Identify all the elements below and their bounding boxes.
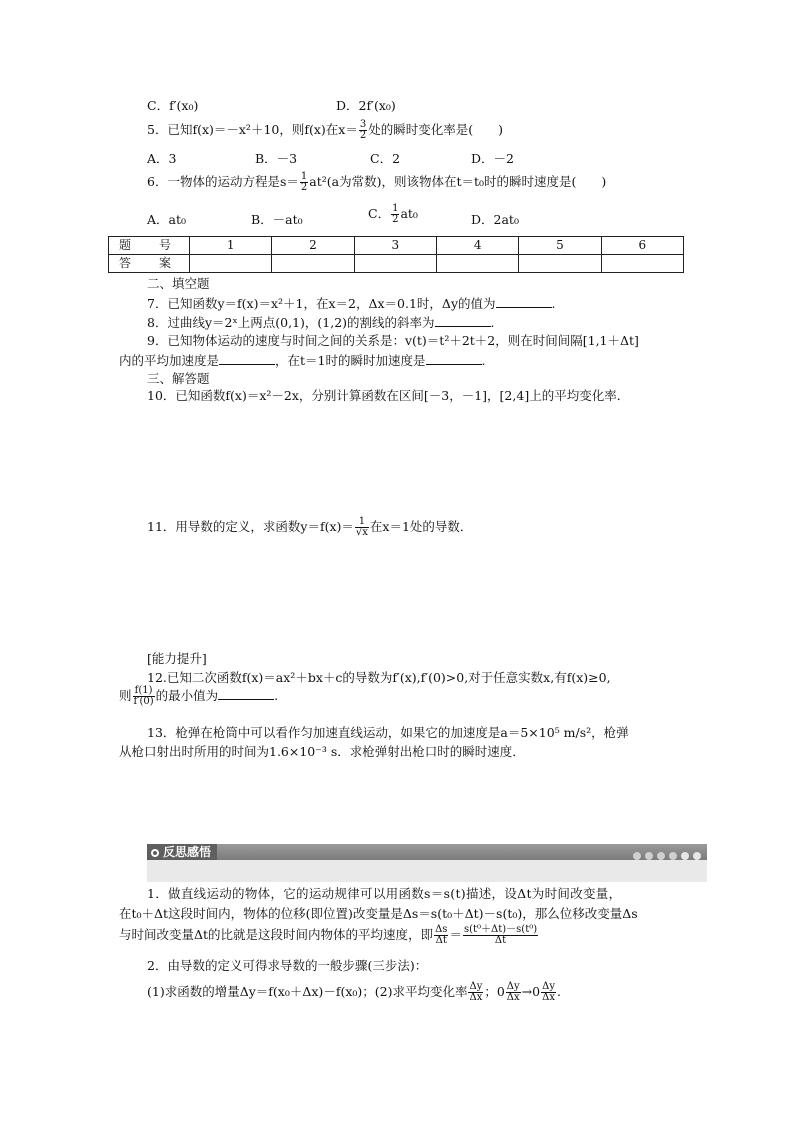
- reflection-p1-line-1: 1．做直线运动的物体，它的运动规律可以用函数s＝s(t)描述，设Δt为时间改变量，: [147, 886, 622, 901]
- q5-option-b: B．－3: [255, 151, 298, 166]
- q5-stem-pre: 5．已知f(x)＝－x²＋10，则f(x)在x＝: [147, 122, 358, 137]
- reflection-p1-line-3-text: 与时间改变量Δt的比就是这段时间内物体的平均速度: [119, 927, 409, 942]
- q6-frac-den: 2: [300, 182, 308, 193]
- reflection-title-text: 反思感悟: [163, 845, 212, 859]
- q11-stem-pre: 11．用导数的定义，求函数y＝f(x)＝: [147, 519, 354, 534]
- question-5: [147, 120, 503, 141]
- q8-answer-blank[interactable]: [435, 314, 491, 327]
- q5-frac-num: 3: [359, 119, 367, 130]
- dot-icon: [657, 852, 665, 860]
- q8-text: 8．过曲线y＝2ˣ上两点(0,1)，(1,2)的割线的斜率为: [147, 315, 435, 330]
- table-row-head-number: 题 号: [109, 237, 190, 255]
- q9-end: .: [481, 353, 486, 368]
- table-col-1: 1: [190, 237, 272, 255]
- q6-option-c-label: C．: [368, 206, 391, 221]
- question-6: [147, 172, 606, 193]
- section-solve-heading: 三、解答题: [147, 371, 210, 386]
- q5-stem-post: 处的瞬时变化率是( ): [368, 122, 503, 137]
- target-icon: [151, 849, 159, 857]
- avg-rate-num: Δy: [469, 981, 483, 992]
- q6-frac-num: 1: [300, 171, 308, 182]
- q12-answer-blank[interactable]: [218, 687, 274, 700]
- q6-stem-post: at²(a为常数)，则该物体在t＝t₀时的瞬时速度是( ): [309, 174, 607, 189]
- q9-text-b: ，在t＝1时的瞬时加速度是: [275, 353, 426, 368]
- answer-table-header-row: [109, 237, 684, 255]
- q6-option-c-tail: at₀: [400, 206, 418, 221]
- q12-fraction: [133, 686, 155, 707]
- avg-velocity-den: Δt: [435, 935, 447, 946]
- q5-frac-den: 2: [359, 130, 367, 141]
- ability-heading: [能力提升]: [147, 651, 207, 666]
- question-11: [147, 517, 472, 538]
- answer-cell-6[interactable]: [601, 255, 683, 273]
- q4-option-c: C．f′(x₀): [147, 98, 199, 113]
- q7-text: 7．已知函数y＝f(x)＝x²＋1，在x＝2，Δx＝0.1时，Δy的值为: [147, 296, 496, 311]
- answer-table: [108, 236, 684, 273]
- answer-table-answer-row: [109, 255, 684, 273]
- question-10: 10．已知函数f(x)＝x²－2x，分别计算函数在区间[－3，－1]，[2,4]上的平均变化率．: [147, 388, 630, 403]
- q6-option-c-den: 2: [392, 214, 399, 225]
- dot-icon: [669, 852, 677, 860]
- avg-rate-den: Δx: [469, 992, 483, 1003]
- limit-den: Δx: [506, 992, 520, 1003]
- table-col-2: 2: [272, 237, 354, 255]
- q4-option-d: D．2f′(x₀): [336, 98, 396, 113]
- avg-velocity-fraction: [434, 925, 448, 946]
- q6-fraction: [300, 172, 308, 193]
- q11-frac-num: 1: [355, 517, 369, 528]
- question-9-line-2: [119, 352, 485, 369]
- limit-result-den: Δx: [542, 992, 555, 1003]
- limit-result-fraction: [541, 982, 556, 1003]
- q8-end: .: [490, 315, 495, 330]
- reflection-p2-sep: ；0: [484, 984, 505, 999]
- answer-cell-4[interactable]: [436, 255, 518, 273]
- limit-fraction: [506, 982, 521, 1003]
- q9-answer-blank-2[interactable]: [426, 352, 482, 365]
- reflection-p1-line-3: 与时间改变量Δt的比就是这段时间内物体的平均速度，即 $\frac{\Delta s}{\Delta t}$ ＝ $\frac{\text{s(t⁰＋Δt)－s(t⁰)}}{\Delta t}$: [119, 924, 538, 946]
- table-col-4: 4: [436, 237, 518, 255]
- avg-velocity-num: Δs: [435, 924, 448, 935]
- q7-end: .: [551, 296, 556, 311]
- reflection-p1-line-2: 在t₀＋Δt这段时间内，物体的位移(即位置)改变量是Δs＝s(t₀＋Δt)－s(t₀)，那么位移改变量Δs: [119, 906, 638, 921]
- limit-result-num: Δy: [542, 981, 555, 992]
- table-row-head-answer: 答 案: [109, 255, 190, 273]
- q12-frac-den: f′(0): [133, 696, 154, 707]
- q5-option-d: D．－2: [471, 151, 514, 166]
- q12-end: .: [274, 688, 279, 703]
- q6-option-c-num: 1: [392, 203, 399, 214]
- displacement-num: s(t⁰＋Δt)－s(t⁰): [463, 924, 538, 935]
- answer-cell-5[interactable]: [519, 255, 601, 273]
- q11-fraction: [355, 517, 369, 538]
- dot-icon: [645, 852, 653, 860]
- reflection-header-shade: [147, 860, 707, 882]
- question-13-line-2: 从枪口射出时所用的时间为1.6×10⁻³ s．求枪弹射出枪口时的瞬时速度．: [119, 744, 525, 759]
- table-col-6: 6: [601, 237, 683, 255]
- q5-option-a: A．3: [147, 151, 177, 166]
- table-col-3: 3: [354, 237, 436, 255]
- question-12-line-2: [119, 686, 278, 707]
- avg-rate-fraction: [468, 982, 483, 1003]
- q12-text-post: 的最小值为: [155, 688, 219, 703]
- section-fill-blank-heading: 二、填空题: [147, 276, 210, 291]
- reflection-p1-line-3-mid: ，即: [408, 927, 434, 942]
- q12-text-pre: 则: [119, 688, 132, 703]
- question-7: [147, 295, 556, 312]
- q6-option-b: B．－at₀: [251, 212, 303, 227]
- question-8: [147, 314, 495, 331]
- q6-option-d: D．2at₀: [471, 212, 519, 227]
- reflection-p2-line-2: (1)求函数的增量Δy＝f(x₀＋Δx)－f(x₀)；(2)求平均变化率 $\frac{\Delta y}{\Delta x}$ ；0 $\frac{\Delta y}{\Delta x}$ →0 $\frac{\Delta y}{\Delta x}$ .: [147, 981, 561, 1003]
- reflection-p2-line-2-text: (1)求函数的增量Δy＝f(x₀＋Δx)－f(x₀)；(2)求平均变化率: [147, 984, 468, 999]
- q5-option-c: C．2: [370, 151, 401, 166]
- q6-option-c-fraction: [391, 204, 399, 225]
- displacement-den: Δt: [494, 935, 507, 946]
- dot-icon: [633, 852, 641, 860]
- q6-option-c: [368, 204, 418, 225]
- question-13-line-1: 13．枪弹在枪筒中可以看作匀加速直线运动，如果它的加速度是a＝5×10⁵ m/s²，枪弹: [147, 725, 629, 740]
- q9-text-a: 内的平均加速度是: [119, 353, 220, 368]
- q6-option-a: A．at₀: [147, 212, 187, 227]
- limit-arrow: →0: [521, 984, 541, 999]
- displacement-fraction: [463, 925, 538, 946]
- reflection-title: [147, 844, 217, 860]
- q5-fraction: [359, 120, 367, 141]
- question-12-line-1: 12.已知二次函数f(x)＝ax²＋bx＋c的导数为f′(x),f′(0)>0,对于任意实数x,有f(x)≥0,: [147, 670, 611, 685]
- reflection-p2-line-1: 2．由导数的定义可得求导数的一般步骤(三步法)：: [147, 958, 428, 973]
- answer-cell-3[interactable]: [354, 255, 436, 273]
- q6-stem-pre: 6．一物体的运动方程是s＝: [147, 174, 299, 189]
- reflection-header-bar: [147, 844, 707, 860]
- table-col-5: 5: [519, 237, 601, 255]
- q9-answer-blank-1[interactable]: [219, 352, 275, 365]
- limit-num: Δy: [506, 981, 520, 992]
- answer-cell-2[interactable]: [272, 255, 354, 273]
- q11-stem-post: 在x＝1处的导数．: [369, 519, 473, 534]
- q7-answer-blank[interactable]: [496, 295, 552, 308]
- q12-frac-num: f(1): [133, 686, 155, 697]
- question-9-line-1: 9．已知物体运动的速度与时间之间的关系是：v(t)＝t²＋2t＋2，则在时间间隔[1,1＋Δt]: [147, 333, 639, 348]
- answer-cell-1[interactable]: [190, 255, 272, 273]
- q11-frac-den: √x: [355, 527, 368, 538]
- dot-icon: [681, 852, 689, 860]
- dot-icon: [693, 852, 701, 860]
